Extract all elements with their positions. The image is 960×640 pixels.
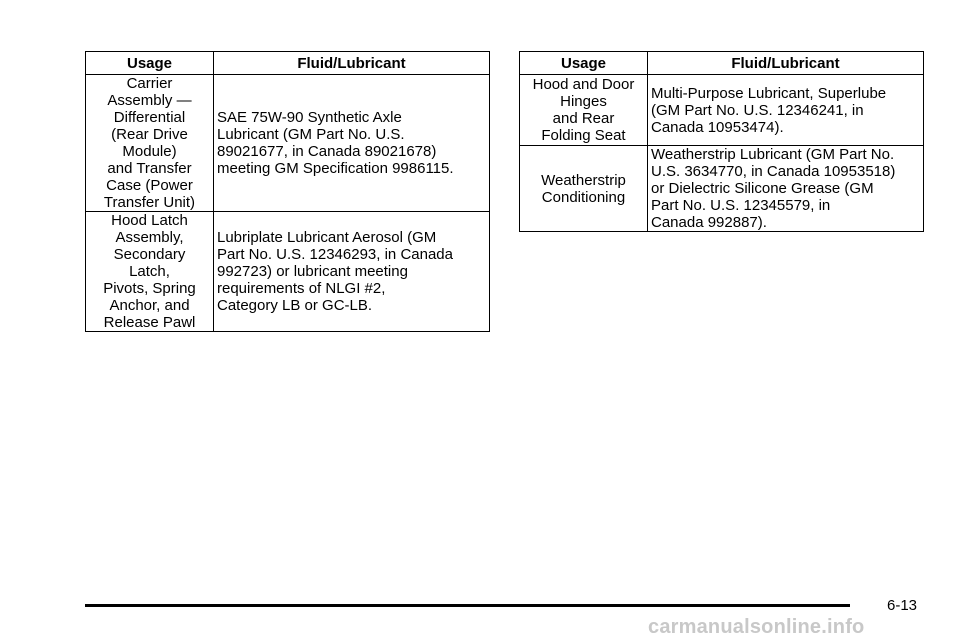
table-header-row (86, 52, 490, 75)
usage-cell: Carrier Assembly — Differential (Rear Drive Module) and Transfer Case (Power Transfer Unit) (86, 75, 214, 212)
fluid-cell: SAE 75W-90 Synthetic Axle Lubricant (GM Part No. U.S. 89021677, in Canada 89021678) meeting GM Specification 9986115. (214, 75, 490, 212)
footer-rule (85, 604, 850, 607)
usage-cell: Weatherstrip Conditioning (520, 146, 648, 232)
table-row (86, 75, 490, 212)
table-row (520, 146, 924, 232)
table-row (520, 75, 924, 146)
usage-header: Usage (520, 52, 648, 75)
fluid-lubricant-header: Fluid/Lubricant (648, 52, 924, 75)
usage-cell: Hood and Door Hinges and Rear Folding Seat (520, 75, 648, 146)
table-header-row (520, 52, 924, 75)
lubricant-table-left (85, 51, 490, 332)
table-row (86, 212, 490, 332)
lubricant-table-right (519, 51, 924, 232)
fluid-cell: Lubriplate Lubricant Aerosol (GM Part No. U.S. 12346293, in Canada 992723) or lubricant meeting requirements of NLGI #2, Category LB or GC-LB. (214, 212, 490, 332)
fluid-cell: Weatherstrip Lubricant (GM Part No. U.S. 3634770, in Canada 10953518) or Dielectric Silicone Grease (GM Part No. U.S. 12345579, in Canada 992887). (648, 146, 924, 232)
usage-cell: Hood Latch Assembly, Secondary Latch, Pivots, Spring Anchor, and Release Pawl (86, 212, 214, 332)
watermark: carmanualsonline.info (648, 616, 865, 638)
fluid-cell: Multi-Purpose Lubricant, Superlube (GM Part No. U.S. 12346241, in Canada 10953474). (648, 75, 924, 146)
fluid-lubricant-header: Fluid/Lubricant (214, 52, 490, 75)
page-number: 6-13 (887, 597, 918, 614)
usage-header: Usage (86, 52, 214, 75)
